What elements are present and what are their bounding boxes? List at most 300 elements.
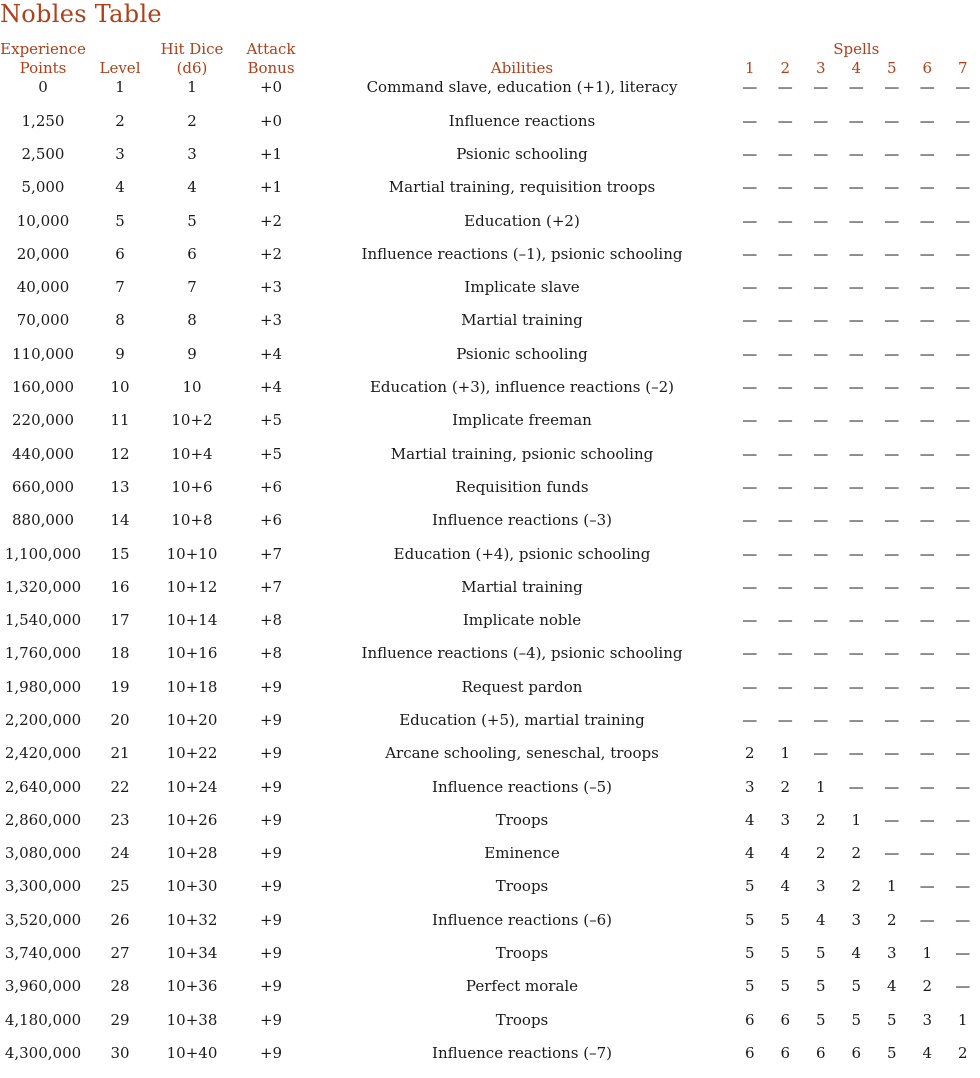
attack-bonus-cell: +9 xyxy=(259,844,283,863)
spell-slot-cell: — xyxy=(919,378,935,397)
xp-cell: 1,250 xyxy=(21,111,65,130)
spell-slot-cell: — xyxy=(742,444,758,463)
table-row xyxy=(0,670,980,703)
abilities-cell: Psionic schooling xyxy=(456,344,588,363)
hit-dice-cell: 3 xyxy=(187,144,197,163)
level-cell: 6 xyxy=(115,244,125,263)
table-row xyxy=(0,770,980,803)
spell-slot-cell: — xyxy=(848,644,864,663)
spell-slot-cell: — xyxy=(848,744,864,763)
xp-cell: 220,000 xyxy=(11,411,75,430)
spell-slot-cell: — xyxy=(955,78,971,96)
spell-slot-cell: 2 xyxy=(744,744,755,763)
spell-slot-cell: — xyxy=(848,378,864,397)
spell-slot-cell: — xyxy=(884,710,900,729)
spell-slot-cell: 5 xyxy=(851,1010,862,1029)
spell-slot-cell: — xyxy=(919,144,935,163)
attack-bonus-cell: +3 xyxy=(259,311,283,330)
spell-slot-cell: — xyxy=(884,411,900,430)
spell-slot-cell: — xyxy=(955,411,971,430)
table-row xyxy=(0,537,980,570)
table-row xyxy=(0,570,980,603)
spell-slot-cell: 6 xyxy=(780,1043,791,1062)
spell-slot-cell: — xyxy=(813,644,829,663)
xp-cell: 660,000 xyxy=(11,477,75,496)
spell-slot-cell: — xyxy=(848,511,864,530)
spell-slot-cell: — xyxy=(955,444,971,463)
spell-slot-cell: — xyxy=(884,144,900,163)
spell-slot-cell: — xyxy=(848,777,864,796)
spell-slot-cell: — xyxy=(777,544,793,563)
level-cell: 20 xyxy=(110,710,130,729)
spell-slot-cell: 5 xyxy=(780,910,791,929)
spell-slot-cell: 5 xyxy=(886,1010,897,1029)
abilities-cell: Martial training xyxy=(461,577,583,596)
level-cell: 28 xyxy=(110,977,130,996)
spell-slot-cell: — xyxy=(955,178,971,197)
spell-slot-cell: 3 xyxy=(851,910,862,929)
table-row xyxy=(0,204,980,237)
spell-slot-cell: 2 xyxy=(851,844,862,863)
table-row xyxy=(0,1003,980,1036)
table-row xyxy=(0,603,980,636)
spell-slot-cell: — xyxy=(919,111,935,130)
attack-bonus-cell: +1 xyxy=(259,144,283,163)
spell-slot-cell: — xyxy=(955,844,971,863)
level-cell: 21 xyxy=(110,744,130,763)
attack-bonus-cell: +0 xyxy=(259,78,283,96)
spell-slot-cell: 2 xyxy=(815,810,826,829)
spell-slot-cell: — xyxy=(742,511,758,530)
spell-slot-cell: — xyxy=(884,477,900,496)
spell-slot-cell: — xyxy=(884,111,900,130)
xp-cell: 2,200,000 xyxy=(4,710,82,729)
hit-dice-cell: 10+16 xyxy=(166,644,218,663)
header-spells: Spells xyxy=(833,40,880,58)
spell-slot-cell: — xyxy=(955,244,971,263)
spell-slot-cell: — xyxy=(919,544,935,563)
xp-cell: 160,000 xyxy=(11,378,75,397)
abilities-cell: Influence reactions (–3) xyxy=(432,511,612,530)
header-ab-line1: Attack xyxy=(246,40,296,58)
spell-slot-cell: — xyxy=(848,344,864,363)
level-cell: 24 xyxy=(110,844,130,863)
level-cell: 12 xyxy=(110,444,130,463)
spell-slot-cell: — xyxy=(919,810,935,829)
header-hit-dice xyxy=(154,40,230,78)
attack-bonus-cell: +5 xyxy=(259,444,283,463)
spell-slot-cell: 4 xyxy=(744,844,755,863)
spell-slot-cell: — xyxy=(813,278,829,297)
spell-slot-cell: 1 xyxy=(815,777,826,796)
hit-dice-cell: 10+30 xyxy=(166,877,218,896)
level-cell: 16 xyxy=(110,577,130,596)
spell-slot-cell: — xyxy=(742,477,758,496)
attack-bonus-cell: +6 xyxy=(259,477,283,496)
spell-slot-cell: — xyxy=(919,178,935,197)
spell-level-header: 4 xyxy=(851,59,862,77)
spell-slot-cell: — xyxy=(919,577,935,596)
spell-slot-cell: 2 xyxy=(780,777,791,796)
abilities-cell: Arcane schooling, seneschal, troops xyxy=(385,744,659,763)
table-title: Nobles Table xyxy=(0,0,162,28)
spell-slot-cell: — xyxy=(884,244,900,263)
attack-bonus-cell: +9 xyxy=(259,710,283,729)
spell-slot-cell: 5 xyxy=(815,1010,826,1029)
spell-slot-cell: — xyxy=(777,344,793,363)
spell-slot-cell: — xyxy=(813,378,829,397)
spell-slot-cell: — xyxy=(848,211,864,230)
spell-slot-cell: 5 xyxy=(744,977,755,996)
table-row xyxy=(0,703,980,736)
spell-slot-cell: — xyxy=(884,644,900,663)
level-cell: 9 xyxy=(115,344,125,363)
spell-slot-cell: — xyxy=(955,977,971,996)
attack-bonus-cell: +1 xyxy=(259,178,283,197)
spell-slot-cell: — xyxy=(955,644,971,663)
header-attack-bonus xyxy=(230,40,312,78)
level-cell: 2 xyxy=(115,111,125,130)
attack-bonus-cell: +5 xyxy=(259,411,283,430)
header-hd-line1: Hit Dice xyxy=(160,40,224,58)
abilities-cell: Psionic schooling xyxy=(456,144,588,163)
spell-slot-cell: — xyxy=(813,710,829,729)
xp-cell: 2,420,000 xyxy=(4,744,82,763)
hit-dice-cell: 10+24 xyxy=(166,777,218,796)
spell-slot-cell: — xyxy=(777,378,793,397)
spell-slot-cell: — xyxy=(955,378,971,397)
attack-bonus-cell: +9 xyxy=(259,877,283,896)
level-cell: 30 xyxy=(110,1043,130,1062)
hit-dice-cell: 10+12 xyxy=(166,577,218,596)
spell-slot-cell: — xyxy=(919,311,935,330)
spell-slot-cell: — xyxy=(777,178,793,197)
spell-slot-cell: — xyxy=(884,278,900,297)
abilities-cell: Troops xyxy=(495,1010,549,1029)
xp-cell: 1,320,000 xyxy=(4,577,82,596)
xp-cell: 5,000 xyxy=(21,178,65,197)
attack-bonus-cell: +9 xyxy=(259,944,283,963)
spell-slot-cell: — xyxy=(884,511,900,530)
table-row xyxy=(0,404,980,437)
spell-slot-cell: 5 xyxy=(744,910,755,929)
spell-slot-cell: — xyxy=(813,577,829,596)
abilities-cell: Education (+4), psionic schooling xyxy=(393,544,651,563)
spell-slot-cell: — xyxy=(884,444,900,463)
abilities-cell: Influence reactions (–6) xyxy=(432,910,612,929)
spell-slot-cell: — xyxy=(742,344,758,363)
spell-slot-cell: — xyxy=(955,577,971,596)
level-cell: 29 xyxy=(110,1010,130,1029)
spell-slot-cell: 2 xyxy=(922,977,933,996)
abilities-cell: Martial training xyxy=(461,311,583,330)
xp-cell: 2,500 xyxy=(21,144,65,163)
table-row xyxy=(0,237,980,270)
abilities-cell: Request pardon xyxy=(461,677,583,696)
xp-cell: 3,960,000 xyxy=(4,977,82,996)
spell-slot-cell: 3 xyxy=(815,877,826,896)
abilities-cell: Troops xyxy=(495,810,549,829)
spell-slot-cell: — xyxy=(955,810,971,829)
attack-bonus-cell: +0 xyxy=(259,111,283,130)
hit-dice-cell: 10+4 xyxy=(171,444,213,463)
xp-cell: 1,980,000 xyxy=(4,677,82,696)
spell-slot-cell: 5 xyxy=(886,1043,897,1062)
spell-slot-cell: 4 xyxy=(744,810,755,829)
spell-slot-cell: — xyxy=(813,78,829,96)
table-row xyxy=(0,637,980,670)
abilities-cell: Influence reactions (–5) xyxy=(432,777,612,796)
level-cell: 14 xyxy=(110,511,130,530)
attack-bonus-cell: +9 xyxy=(259,677,283,696)
spell-slot-cell: — xyxy=(884,677,900,696)
abilities-cell: Influence reactions (–4), psionic schooling xyxy=(361,644,683,663)
spell-slot-cell: — xyxy=(777,211,793,230)
hit-dice-cell: 10+40 xyxy=(166,1043,218,1062)
attack-bonus-cell: +8 xyxy=(259,644,283,663)
spell-slot-cell: — xyxy=(848,178,864,197)
attack-bonus-cell: +3 xyxy=(259,278,283,297)
level-cell: 5 xyxy=(115,211,125,230)
hit-dice-cell: 10+32 xyxy=(166,910,218,929)
spell-slot-cell: — xyxy=(813,344,829,363)
table-row xyxy=(0,270,980,303)
spell-slot-cell: — xyxy=(813,144,829,163)
spell-slot-cell: 3 xyxy=(886,944,897,963)
spell-slot-cell: — xyxy=(884,378,900,397)
spell-slot-cell: 3 xyxy=(780,810,791,829)
level-cell: 11 xyxy=(110,411,130,430)
spell-slot-cell: 4 xyxy=(815,910,826,929)
spell-slot-cell: — xyxy=(813,511,829,530)
hit-dice-cell: 10+14 xyxy=(166,611,218,630)
spell-slot-cell: — xyxy=(884,844,900,863)
attack-bonus-cell: +7 xyxy=(259,544,283,563)
spell-slot-cell: 1 xyxy=(886,877,897,896)
spell-slot-cell: — xyxy=(955,744,971,763)
table-row xyxy=(0,504,980,537)
xp-cell: 1,100,000 xyxy=(4,544,82,563)
abilities-cell: Martial training, psionic schooling xyxy=(390,444,654,463)
spell-slot-cell: 5 xyxy=(780,977,791,996)
spell-slot-cell: — xyxy=(813,211,829,230)
attack-bonus-cell: +2 xyxy=(259,244,283,263)
table-row xyxy=(0,304,980,337)
hit-dice-cell: 10+8 xyxy=(171,511,213,530)
spell-slot-cell: — xyxy=(919,777,935,796)
spell-slot-cell: — xyxy=(919,244,935,263)
xp-cell: 3,520,000 xyxy=(4,910,82,929)
spell-slot-cell: — xyxy=(919,511,935,530)
level-cell: 19 xyxy=(110,677,130,696)
attack-bonus-cell: +9 xyxy=(259,1010,283,1029)
spell-slot-cell: — xyxy=(848,677,864,696)
spell-slot-cell: — xyxy=(919,910,935,929)
spell-slot-cell: — xyxy=(742,278,758,297)
hit-dice-cell: 1 xyxy=(187,78,197,96)
header-xp-line1: Experience xyxy=(0,40,86,58)
abilities-cell: Troops xyxy=(495,877,549,896)
spell-slot-cell: — xyxy=(813,244,829,263)
hit-dice-cell: 2 xyxy=(187,111,197,130)
abilities-cell: Education (+2) xyxy=(464,211,580,230)
header-xp-line2: Points xyxy=(19,59,67,77)
spell-slot-cell: — xyxy=(919,444,935,463)
spell-slot-cell: — xyxy=(919,710,935,729)
spell-slot-cell: 2 xyxy=(851,877,862,896)
spell-slot-cell: 6 xyxy=(851,1043,862,1062)
spell-slot-cell: — xyxy=(742,178,758,197)
xp-cell: 4,180,000 xyxy=(4,1010,82,1029)
abilities-cell: Influence reactions xyxy=(448,111,596,130)
spell-slot-cell: 6 xyxy=(744,1010,755,1029)
spell-slot-cell: — xyxy=(777,111,793,130)
spell-slot-cell: — xyxy=(742,78,758,96)
spell-slot-cell: — xyxy=(742,378,758,397)
spell-slot-cell: — xyxy=(777,444,793,463)
xp-cell: 110,000 xyxy=(11,344,75,363)
spell-slot-cell: — xyxy=(848,544,864,563)
spell-slot-cell: — xyxy=(777,710,793,729)
hit-dice-cell: 10+10 xyxy=(166,544,218,563)
hit-dice-cell: 10 xyxy=(182,378,202,397)
spell-slot-cell: — xyxy=(848,477,864,496)
spell-slot-cell: — xyxy=(919,344,935,363)
spell-slot-cell: — xyxy=(777,677,793,696)
spell-slot-cell: — xyxy=(955,144,971,163)
spell-slot-cell: 1 xyxy=(957,1010,968,1029)
level-cell: 4 xyxy=(115,178,125,197)
table-row xyxy=(0,78,980,104)
abilities-cell: Martial training, requisition troops xyxy=(388,178,656,197)
spell-slot-cell: — xyxy=(955,710,971,729)
spell-slot-cell: — xyxy=(919,677,935,696)
abilities-cell: Implicate freeman xyxy=(452,411,592,430)
header-level: Level xyxy=(99,59,141,77)
table-row xyxy=(0,903,980,936)
hit-dice-cell: 10+6 xyxy=(171,477,213,496)
hit-dice-cell: 6 xyxy=(187,244,197,263)
spell-slot-cell: — xyxy=(955,477,971,496)
spell-slot-cell: — xyxy=(777,278,793,297)
spell-slot-cell: — xyxy=(955,611,971,630)
attack-bonus-cell: +9 xyxy=(259,910,283,929)
spell-slot-cell: — xyxy=(813,744,829,763)
spell-slot-cell: — xyxy=(777,78,793,96)
abilities-cell: Eminence xyxy=(484,844,560,863)
hit-dice-cell: 10+36 xyxy=(166,977,218,996)
table-row xyxy=(0,803,980,836)
header-hd-line2: (d6) xyxy=(176,59,208,77)
level-cell: 8 xyxy=(115,311,125,330)
spell-slot-cell: — xyxy=(919,78,935,96)
header-ab-line2: Bonus xyxy=(247,59,295,77)
hit-dice-cell: 10+20 xyxy=(166,710,218,729)
spell-slot-cell: 3 xyxy=(922,1010,933,1029)
attack-bonus-cell: +8 xyxy=(259,611,283,630)
spell-slot-cell: 5 xyxy=(780,944,791,963)
spell-slot-cell: — xyxy=(813,444,829,463)
spell-slot-cell: — xyxy=(955,511,971,530)
spell-slot-cell: 4 xyxy=(780,844,791,863)
spell-slot-cell: — xyxy=(742,211,758,230)
abilities-cell: Implicate noble xyxy=(462,611,582,630)
spell-slot-cell: — xyxy=(955,677,971,696)
spell-slot-cell: 2 xyxy=(957,1043,968,1062)
hit-dice-cell: 4 xyxy=(187,178,197,197)
spell-level-header: 6 xyxy=(922,59,933,77)
spell-slot-cell: — xyxy=(919,278,935,297)
spell-slot-cell: — xyxy=(742,577,758,596)
spell-slot-cell: 4 xyxy=(851,944,862,963)
spell-slot-cell: — xyxy=(955,877,971,896)
hit-dice-cell: 10+34 xyxy=(166,944,218,963)
spell-slot-cell: — xyxy=(848,244,864,263)
spell-slot-cell: — xyxy=(777,577,793,596)
spell-slot-cell: — xyxy=(884,178,900,197)
spell-slot-cell: 5 xyxy=(744,877,755,896)
attack-bonus-cell: +9 xyxy=(259,1043,283,1062)
spell-slot-cell: — xyxy=(742,244,758,263)
spell-slot-cell: 4 xyxy=(780,877,791,896)
spell-slot-cell: 5 xyxy=(815,944,826,963)
spell-slot-cell: — xyxy=(884,544,900,563)
xp-cell: 440,000 xyxy=(11,444,75,463)
spell-slot-cell: — xyxy=(742,144,758,163)
spell-slot-cell: — xyxy=(955,111,971,130)
xp-cell: 20,000 xyxy=(16,244,70,263)
table-row xyxy=(0,370,980,403)
spell-slot-cell: 1 xyxy=(851,810,862,829)
spell-slot-cell: — xyxy=(884,744,900,763)
spell-slot-cell: — xyxy=(813,111,829,130)
spell-slot-cell: 5 xyxy=(815,977,826,996)
spell-slot-cell: — xyxy=(848,577,864,596)
spell-slot-cell: — xyxy=(813,411,829,430)
spell-slot-cell: — xyxy=(884,311,900,330)
spell-level-header: 1 xyxy=(744,59,755,77)
table-body xyxy=(0,78,980,1070)
level-cell: 26 xyxy=(110,910,130,929)
spell-slot-cell: 6 xyxy=(815,1043,826,1062)
abilities-cell: Implicate slave xyxy=(464,278,580,297)
abilities-cell: Influence reactions (–1), psionic schooling xyxy=(361,244,683,263)
spell-slot-cell: — xyxy=(777,244,793,263)
spell-slot-cell: — xyxy=(777,477,793,496)
spell-slot-cell: — xyxy=(777,144,793,163)
level-cell: 7 xyxy=(115,278,125,297)
spell-slot-cell: — xyxy=(848,444,864,463)
hit-dice-cell: 10+2 xyxy=(171,411,213,430)
spell-slot-cell: 4 xyxy=(886,977,897,996)
spell-slot-cell: — xyxy=(919,411,935,430)
spell-slot-cell: — xyxy=(742,411,758,430)
attack-bonus-cell: +2 xyxy=(259,211,283,230)
spell-slot-cell: — xyxy=(884,777,900,796)
table-row xyxy=(0,470,980,503)
hit-dice-cell: 9 xyxy=(187,344,197,363)
spell-slot-cell: 6 xyxy=(780,1010,791,1029)
spell-slot-cell: — xyxy=(884,577,900,596)
spell-slot-cell: — xyxy=(813,178,829,197)
spell-slot-cell: — xyxy=(813,544,829,563)
table-row xyxy=(0,1036,980,1069)
spell-slot-cell: — xyxy=(955,910,971,929)
header-abilities: Abilities xyxy=(490,59,554,77)
attack-bonus-cell: +9 xyxy=(259,810,283,829)
spell-slot-cell: — xyxy=(919,477,935,496)
table-row xyxy=(0,870,980,903)
